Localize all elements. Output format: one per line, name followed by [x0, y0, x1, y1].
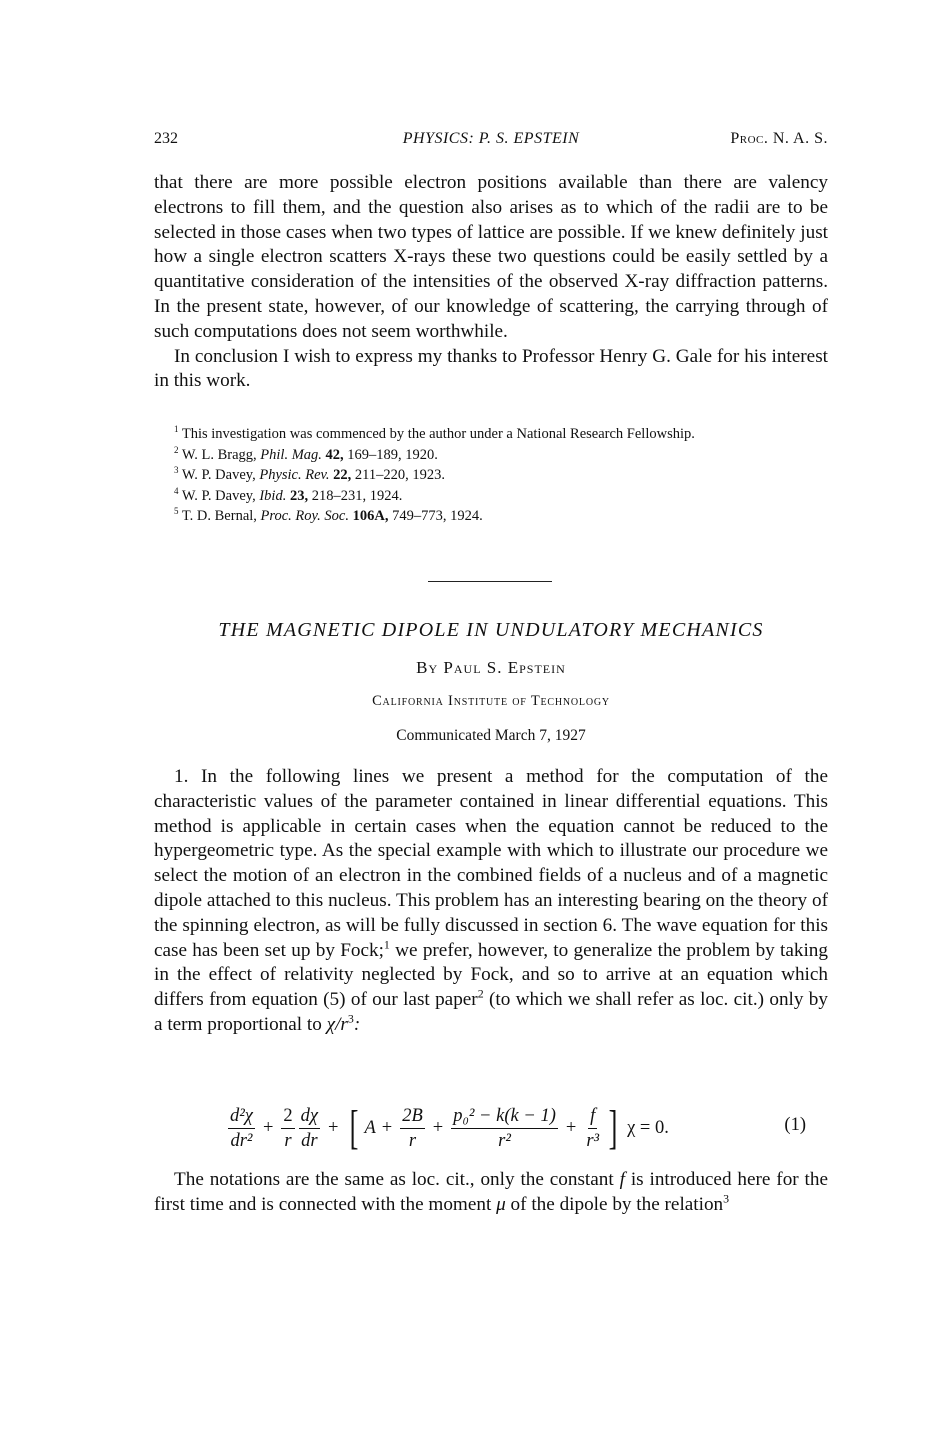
numerator: 2B — [400, 1105, 425, 1129]
operator: + — [262, 1117, 274, 1138]
acknowledgment-paragraph: In conclusion I wish to express my thanks to Professor Henry G. Gale for his interest in this work. — [154, 345, 828, 392]
footnote-mark: 5 — [174, 506, 179, 517]
footnote-mark: 4 — [174, 485, 179, 496]
operator: + — [565, 1117, 577, 1138]
footnote-3 — [154, 465, 828, 486]
denominator: r² — [498, 1130, 511, 1151]
footnote-5 — [154, 506, 828, 527]
denominator: dr — [301, 1130, 318, 1151]
denominator: dr² — [230, 1130, 253, 1151]
footnote-authors: T. D. Bernal, — [181, 508, 261, 525]
footnote-mark: 1 — [174, 424, 179, 435]
page-number: 232 — [154, 130, 178, 147]
footnote-journal: Ibid. — [259, 487, 287, 504]
numerator: d²χ — [228, 1105, 255, 1129]
numerator: 2 — [281, 1105, 294, 1129]
math-inline: f — [619, 1169, 625, 1190]
footnote-text: This investigation was commenced by the author under a National Research Fellowship. — [181, 426, 695, 442]
denominator: r³ — [586, 1130, 600, 1151]
numerator: f — [588, 1105, 597, 1129]
equation-body — [226, 1097, 669, 1159]
footnote-1 — [154, 424, 828, 445]
denominator: r — [408, 1130, 417, 1151]
numerator: dχ — [299, 1105, 320, 1129]
footnote-mark: 2 — [174, 444, 179, 455]
math-inline: μ — [496, 1193, 506, 1215]
journal-abbrev: Proc. N. A. S. — [730, 130, 828, 147]
text-run: (to which we shall refer as loc. cit.) only by a term proportional to — [154, 989, 828, 1035]
running-title: PHYSICS: P. S. EPSTEIN — [402, 130, 580, 147]
text-run: The notations are the same as loc. cit., only the constant — [174, 1169, 620, 1190]
operator: + — [432, 1117, 444, 1138]
paragraph — [154, 765, 828, 1038]
equation-tail: χ = 0. — [627, 1117, 669, 1138]
punctuation: : — [353, 1013, 361, 1035]
footnote-mark: 3 — [174, 465, 179, 476]
left-bracket: [ — [350, 1101, 359, 1154]
footnote-ref: 1 — [383, 937, 390, 952]
footnote-ref: 3 — [723, 1191, 730, 1206]
footnote-volume: 23, — [289, 487, 309, 504]
fraction — [228, 1105, 255, 1152]
fraction — [400, 1105, 425, 1152]
carryover-text — [154, 171, 828, 394]
fraction — [281, 1105, 294, 1152]
equation-1 — [154, 1097, 828, 1159]
paragraph — [154, 1168, 828, 1218]
footnote-authors: W. P. Davey, — [181, 487, 260, 504]
footnote-authors: W. L. Bragg, — [181, 446, 261, 463]
fraction — [299, 1105, 320, 1152]
footnote-journal: Phil. Mag. — [260, 446, 322, 463]
running-header — [154, 130, 828, 152]
fraction — [451, 1105, 558, 1152]
footnote-authors: W. P. Davey, — [181, 467, 260, 484]
right-bracket: ] — [608, 1101, 618, 1154]
footnote-volume: 22, — [333, 467, 352, 484]
footnote-4 — [154, 486, 828, 507]
post-equation-text — [154, 1168, 828, 1218]
math-inline: χ/r — [326, 1013, 348, 1035]
fraction — [584, 1105, 601, 1152]
numerator: p₀² − k(k − 1) — [451, 1105, 558, 1129]
footnote-pages: 211–220, 1923. — [351, 467, 445, 484]
text-run: is introduced here for the first time and is connected with the moment — [154, 1169, 828, 1215]
author-affiliation: California Institute of Technology — [372, 693, 610, 709]
text-run: we prefer, however, to generalize the problem by taking in the effect of relativity neglected by Fock, and so to arrive at an equation which differs from equation (5) of our last paper — [154, 939, 828, 1011]
footnote-pages: 749–773, 1924. — [388, 508, 483, 525]
text-run: of the dipole by the relation — [505, 1193, 724, 1215]
footnote-journal: Proc. Roy. Soc. — [260, 508, 349, 525]
operator: + — [381, 1117, 393, 1138]
section-1-text — [154, 765, 828, 1038]
footnote-pages: 218–231, 1924. — [308, 487, 403, 504]
superscript: 3 — [347, 1011, 354, 1026]
author-byline: By Paul S. Epstein — [416, 658, 566, 677]
footnote-volume: 106A, — [352, 508, 389, 525]
article-title: THE MAGNETIC DIPOLE IN UNDULATORY MECHANICS — [218, 619, 764, 641]
footnote-ref: 2 — [477, 986, 484, 1001]
footnote-journal: Physic. Rev. — [259, 467, 330, 484]
footnote-pages: 169–189, 1920. — [343, 446, 438, 463]
text-run: 1. In the following lines we present a method for the computation of the characteristic values of the parameter contained in linear differential equations. This method is applicable in certain cases when the equation cannot be reduced to the hypergeometric type. As the special example with which to illustrate our procedure we select the motion of an electron in the combined fields of a nucleus and of a magnetic dipole attached to this nucleus. This problem has an interesting bearing on the theory of the spinning electron, as will be fully discussed in section 6. The wave equation for this case has been set up by Fock; — [154, 766, 828, 961]
communicated-date: Communicated March 7, 1927 — [396, 727, 586, 744]
footnotes — [154, 424, 828, 527]
footnote-2 — [154, 445, 828, 466]
symbol: A — [364, 1117, 376, 1138]
section-divider — [428, 581, 552, 582]
paragraph: that there are more possible electron positions available than there are valency electrons to fill them, and the question also arises as to which of the radii are to be selected in those cases when two types of lattice are possible. If we knew definitely just how a single electron scatters X-rays these two questions could be easily settled by a quantitative consideration of the intensities of the observed X-ray diffraction patterns. In the present state, however, of our knowledge of scattering, the carrying through of such computations does not seem worthwhile. — [154, 172, 828, 342]
denominator: r — [284, 1130, 292, 1151]
footnote-volume: 42, — [325, 446, 344, 463]
operator: + — [328, 1117, 339, 1138]
equation-number: (1) — [784, 1115, 806, 1135]
